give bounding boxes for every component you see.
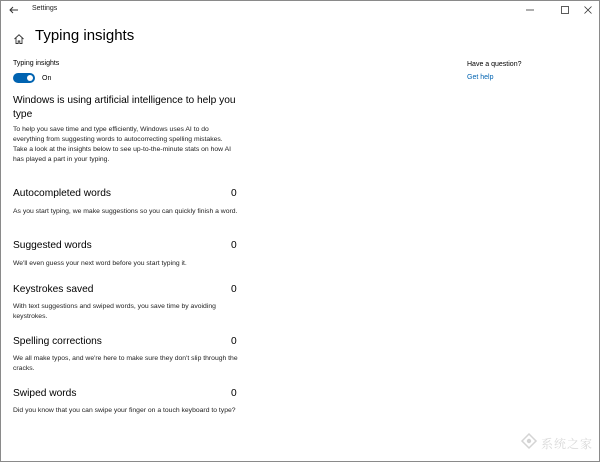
toggle-knob: [27, 75, 33, 81]
metric-title-autocompleted: Autocompleted words: [13, 188, 111, 199]
metric-value-spelling: 0: [231, 336, 237, 347]
metric-title-suggested: Suggested words: [13, 240, 92, 251]
home-icon[interactable]: [13, 32, 25, 44]
section-headline: Windows is using artificial intelligence to help you type: [13, 95, 236, 120]
metric-value-suggested: 0: [231, 240, 237, 251]
watermark-logo-icon: [520, 432, 538, 455]
metric-value-keystrokes: 0: [231, 284, 237, 295]
get-help-link[interactable]: Get help: [467, 74, 494, 81]
metric-desc-spelling: We all make typos, and we're here to make sure they don't slip through the cracks.: [13, 355, 238, 372]
metric-value-autocompleted: 0: [231, 188, 237, 199]
metric-desc-suggested: We'll even guess your next word before you start typing it.: [13, 260, 187, 267]
typing-insights-toggle-label: Typing insights: [13, 60, 60, 67]
metric-desc-keystrokes: With text suggestions and swiped words, you save time by avoiding keystrokes.: [13, 303, 216, 320]
title-bar: [1, 1, 599, 19]
watermark-text: 系统之家: [540, 437, 593, 451]
section-intro: To help you save time and type efficiently, Windows uses AI to do everything from suggesting words to autocorrecting spelling mistakes. Take a look at the insights below to see up-to-the-minute stats on how AI has played a part in your typing.: [13, 126, 232, 163]
metric-title-swiped: Swiped words: [13, 388, 77, 399]
metric-title-keystrokes: Keystrokes saved: [13, 284, 94, 295]
page-title: Typing insights: [35, 27, 135, 44]
metric-value-swiped: 0: [231, 388, 237, 399]
minimize-icon[interactable]: [523, 3, 537, 17]
toggle-state-text: On: [42, 75, 52, 82]
metric-title-spelling: Spelling corrections: [13, 336, 102, 347]
watermark: [520, 432, 593, 455]
maximize-icon[interactable]: [558, 3, 572, 17]
help-question: Have a question?: [467, 61, 522, 68]
typing-insights-toggle[interactable]: [13, 73, 35, 83]
back-arrow-icon[interactable]: [7, 3, 21, 17]
close-icon[interactable]: [581, 3, 595, 17]
metric-desc-autocompleted: As you start typing, we make suggestions so you can quickly finish a word.: [13, 208, 238, 215]
metric-desc-swiped: Did you know that you can swipe your finger on a touch keyboard to type?: [13, 407, 236, 414]
window-title: Settings: [32, 5, 58, 12]
